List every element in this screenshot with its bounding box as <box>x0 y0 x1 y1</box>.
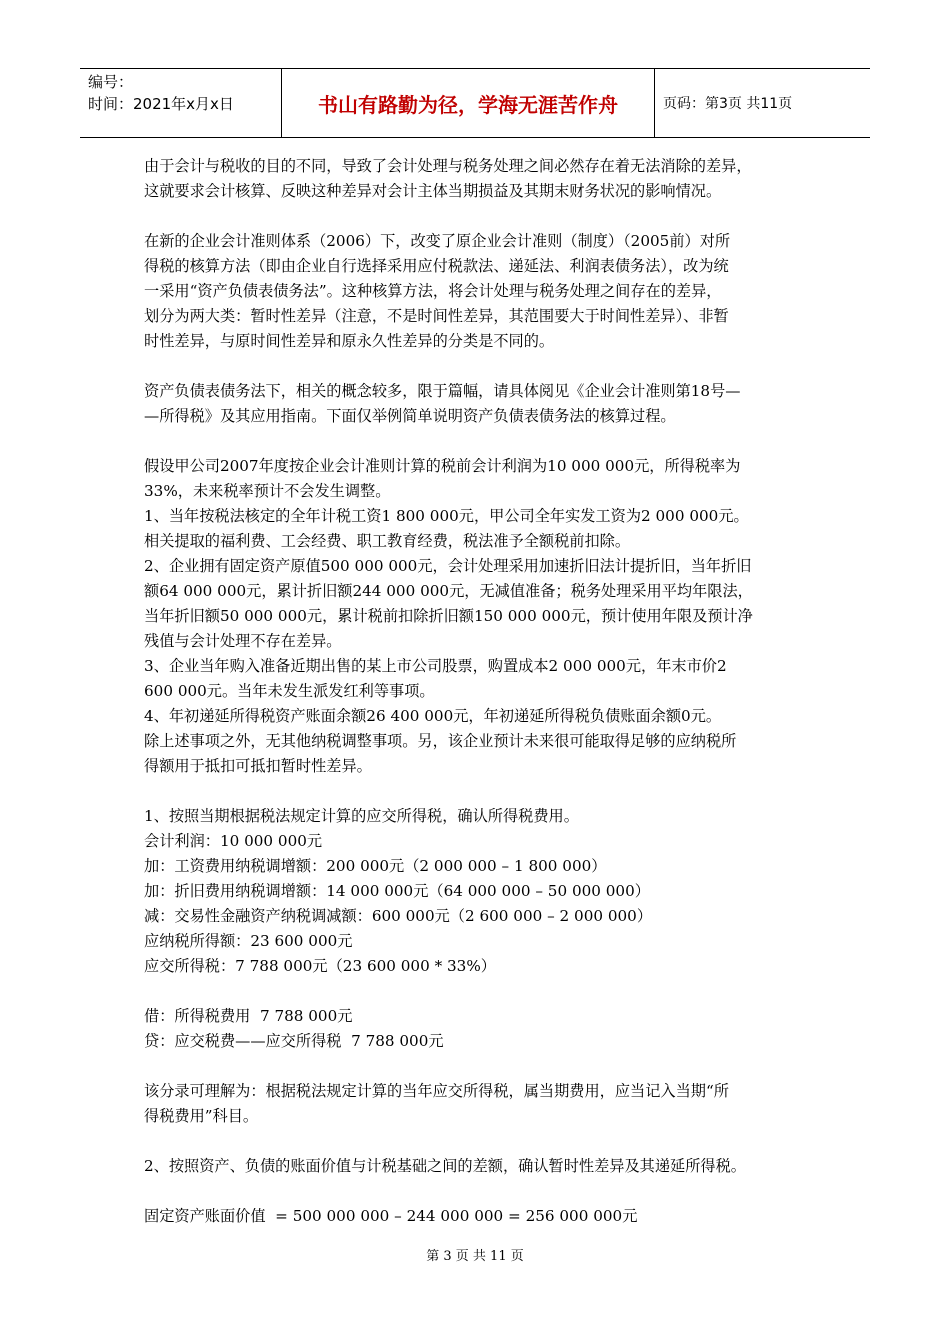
text-line: 减：交易性金融资产纳税调减额：600 000元（2 600 000 – 2 000 000） <box>144 907 653 925</box>
text-line: 应交所得税：7 788 000元（23 600 000 * 33%） <box>144 957 496 975</box>
text-line: 该分录可理解为：根据税法规定计算的当年应交所得税，属当期费用，应当记入当期“所 <box>144 1082 729 1100</box>
paragraph-gap <box>144 979 816 1004</box>
text-line: 残值与会计处理不存在差异。 <box>144 632 342 650</box>
header-page-info: 页码：第3页 共11页 <box>663 96 793 112</box>
text-line: 3、企业当年购入准备近期出售的某上市公司股票，购置成本2 000 000元，年末市价2 <box>144 657 727 675</box>
text-line: 1、当年按税法核定的全年计税工资1 800 000元，甲公司全年实发工资为2 000 000元。 <box>144 507 749 525</box>
text-line: 600 000元。当年未发生派发红利等事项。 <box>144 682 435 700</box>
text-line: 2、按照资产、负债的账面价值与计税基础之间的差额，确认暂时性差异及其递延所得税。 <box>144 1157 746 1175</box>
text-line: 除上述事项之外，无其他纳税调整事项。另，该企业预计未来很可能取得足够的应纳税所 <box>144 732 737 750</box>
text-line: 加：工资费用纳税调增额：200 000元（2 000 000 – 1 800 000） <box>144 857 607 875</box>
paragraph-gap <box>144 779 816 804</box>
paragraph-gap <box>144 1129 816 1154</box>
text-line: 在新的企业会计准则体系（2006）下，改变了原企业会计准则（制度）（2005前）对所 <box>144 232 731 250</box>
number-label: 编号： <box>88 73 134 91</box>
text-line: 由于会计与税收的目的不同，导致了会计处理与税务处理之间必然存在着无法消除的差异， <box>144 157 752 175</box>
text-line: 加：折旧费用纳税调增额：14 000 000元（64 000 000 – 50 000 000） <box>144 882 650 900</box>
text-line: 会计利润：10 000 000元 <box>144 832 323 850</box>
text-line: 时性差异，与原时间性差异和原永久性差异的分类是不同的。 <box>144 332 555 350</box>
text-line: 当年折旧额50 000 000元，累计税前扣除折旧额150 000 000元，预计使用年限及预计净 <box>144 607 753 625</box>
text-line: 贷：应交税费——应交所得税 7 788 000元 <box>144 1032 444 1050</box>
text-line: 额64 000 000元，累计折旧额244 000 000元，无减值准备；税务处理采用平均年限法， <box>144 582 753 600</box>
text-line: —所得税》及其应用指南。下面仅举例简单说明资产负债表债务法的核算过程。 <box>144 407 676 425</box>
document-body <box>144 154 816 1229</box>
paragraph-gap <box>144 354 816 379</box>
paragraph-gap <box>144 1179 816 1204</box>
text-line: 借：所得税费用 7 788 000元 <box>144 1007 353 1025</box>
header-info <box>80 69 282 137</box>
paragraph-gap <box>144 204 816 229</box>
paragraph-gap <box>144 429 816 454</box>
text-line: 应纳税所得额：23 600 000元 <box>144 932 353 950</box>
text-line: 33%，未来税率预计不会发生调整。 <box>144 482 391 500</box>
text-line: 资产负债表债务法下，相关的概念较多，限于篇幅，请具体阅见《企业会计准则第18号— <box>144 382 741 400</box>
text-line: 2、企业拥有固定资产原值500 000 000元，会计处理采用加速折旧法计提折旧，当年折旧 <box>144 557 752 575</box>
text-line: 假设甲公司2007年度按企业会计准则计算的税前会计利润为10 000 000元，所得税率为 <box>144 457 741 475</box>
page-footer: 第 3 页 共 11 页 <box>426 1249 524 1264</box>
text-line: 4、年初递延所得税资产账面余额26 400 000元，年初递延所得税负债账面余额0元。 <box>144 707 722 725</box>
text-line: 一采用“资产负债表债务法”。这种核算方法，将会计处理与税务处理之间存在的差异， <box>144 282 722 300</box>
text-line: 固定资产账面价值 = 500 000 000 – 244 000 000 = 256 000 000元 <box>144 1207 638 1225</box>
text-line: 这就要求会计核算、反映这种差异对会计主体当期损益及其期末财务状况的影响情况。 <box>144 182 722 200</box>
text-line: 1、按照当期根据税法规定计算的应交所得税，确认所得税费用。 <box>144 807 579 825</box>
text-line: 划分为两大类：暂时性差异（注意，不是时间性差异，其范围要大于时间性差异）、非暂 <box>144 307 729 325</box>
text-line: 得税的核算方法（即由企业自行选择采用应付税款法、递延法、利润表债务法），改为统 <box>144 257 729 275</box>
paragraph-gap <box>144 1054 816 1079</box>
text-line: 得额用于抵扣可抵扣暂时性差异。 <box>144 757 372 775</box>
page-header <box>80 68 870 138</box>
text-line: 得税费用”科目。 <box>144 1107 259 1125</box>
text-line: 相关提取的福利费、工会经费、职工教育经费，税法准予全额税前扣除。 <box>144 532 630 550</box>
date-label: 时间：2021年x月x日 <box>88 95 234 113</box>
header-motto: 书山有路勤为径，学海无涯苦作舟 <box>282 69 655 137</box>
